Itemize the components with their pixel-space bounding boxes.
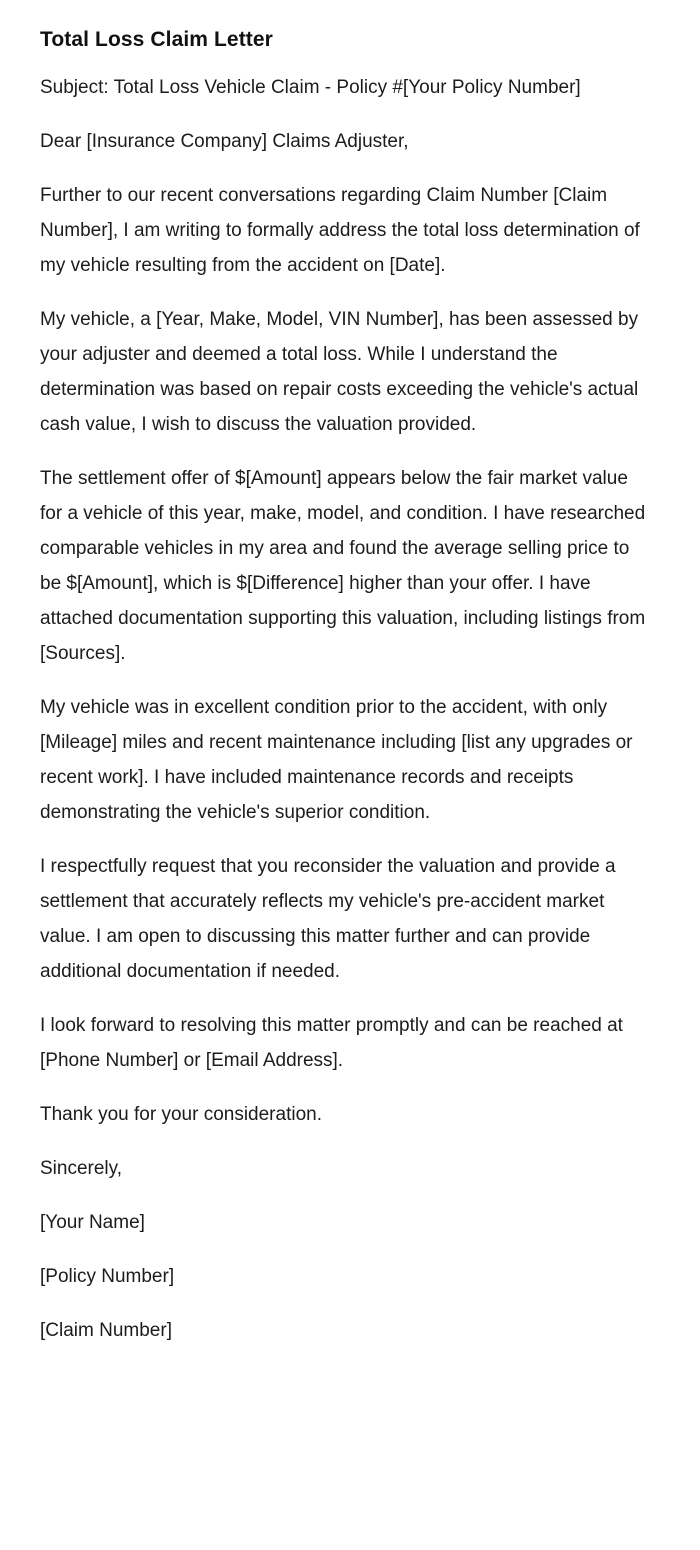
letter-paragraph: I look forward to resolving this matter promptly and can be reached at [Phone Number] or [Email Address]. [40,1015,623,1071]
letter-paragraph: Dear [Insurance Company] Claims Adjuster, [40,131,409,152]
letter-paragraph: [Your Name] [40,1212,145,1233]
letter-paragraph: The settlement offer of $[Amount] appears below the fair market value for a vehicle of this year, make, model, and condition. I have researched comparable vehicles in my area and found the average selling price to be $[Amount], which is $[Difference] higher than your offer. I have attached documentation supporting this valuation, including listings from [Sources]. [40,468,646,664]
letter-title: Total Loss Claim Letter [40,28,273,51]
letter-body [40,70,655,1348]
letter-paragraph: Sincerely, [40,1158,123,1179]
letter-paragraph: Subject: Total Loss Vehicle Claim - Policy #[Your Policy Number] [40,77,581,98]
letter-paragraph: Further to our recent conversations regarding Claim Number [Claim Number], I am writing to formally address the total loss determination of my vehicle resulting from the accident on [Date]. [40,185,640,276]
letter-paragraph: [Claim Number] [40,1320,172,1341]
letter-paragraph: I respectfully request that you reconsider the valuation and provide a settlement that accurately reflects my vehicle's pre-accident market value. I am open to discussing this matter further and can provide additional documentation if needed. [40,856,616,982]
letter-paragraph: My vehicle was in excellent condition prior to the accident, with only [Mileage] miles and recent maintenance including [list any upgrades or recent work]. I have included maintenance records and receipts demonstrating the vehicle's superior condition. [40,697,633,823]
letter-paragraph: My vehicle, a [Year, Make, Model, VIN Number], has been assessed by your adjuster and deemed a total loss. While I understand the determination was based on repair costs exceeding the vehicle's actual cash value, I wish to discuss the valuation provided. [40,309,639,435]
letter-paragraph: [Policy Number] [40,1266,175,1287]
letter-paragraph: Thank you for your consideration. [40,1104,322,1125]
